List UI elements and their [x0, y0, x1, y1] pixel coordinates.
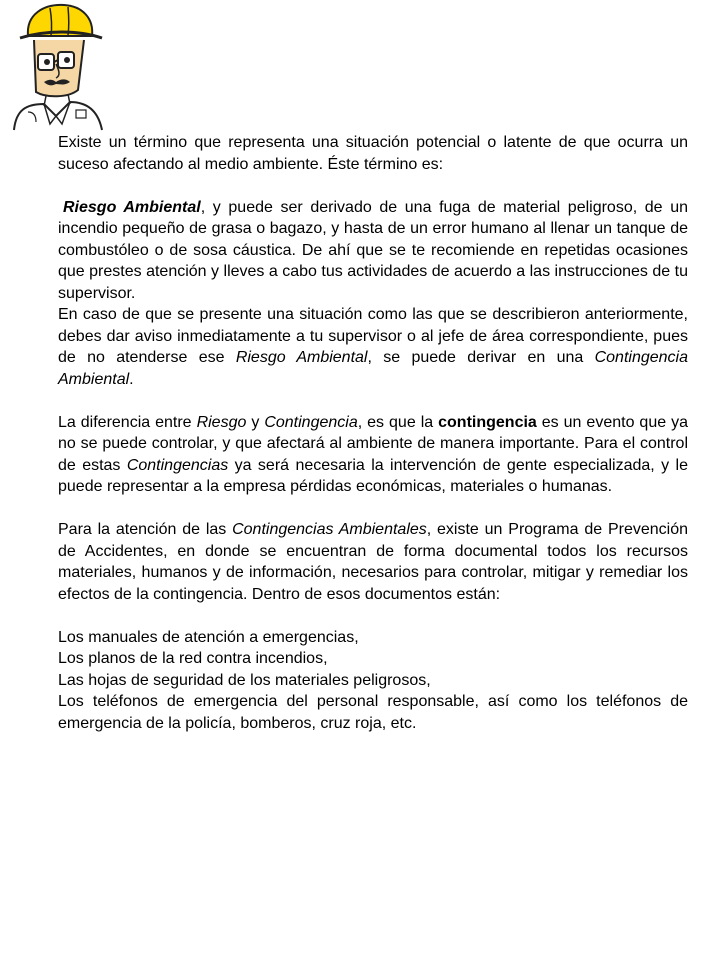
term-riesgo-ambiental: Riesgo Ambiental: [63, 198, 201, 216]
list-item: Las hojas de seguridad de los materiales peligrosos,: [58, 671, 431, 689]
paragraph-5: Para la atención de las Contingencias Ambientales, existe un Programa de Prevención de Accidentes, en donde se encuentran de forma documental todos los recursos materiales, humanos y de información, necesarios para controlar, mitigar y remediar los efectos de la contingencia. Dentro de esos documentos están:: [58, 521, 688, 603]
paragraph-1: Existe un término que representa una situación potencial o latente de que ocurra un suceso afectando al medio ambiente. Éste término es:: [58, 134, 688, 173]
list-item: Los manuales de atención a emergencias,: [58, 628, 359, 646]
list-item: Los planos de la red contra incendios,: [58, 650, 328, 667]
paragraph-2: Riesgo Ambiental, y puede ser derivado de una fuga de material peligroso, de un incendio pequeño de grasa o bagazo, y hasta de un error humano al llenar un tanque de combustóleo o de sosa cáustica. De ahí que se te recomiende en repetidas ocasiones que prestes atención y lleves a cabo tus actividades de acuerdo a las instrucciones de tu supervisor.: [58, 198, 688, 302]
construction-worker-icon: [6, 0, 110, 132]
paragraph-4: La diferencia entre Riesgo y Contingencia, es que la contingencia es un evento que ya no se puede controlar, y que afectará al ambiente de manera importante. Para el control de estas Contingencias ya será necesaria la intervención de gente especializada, y le puede representar a la empresa pérdidas económicas, materiales o humanas.: [58, 413, 689, 495]
document-body: [58, 132, 688, 734]
paragraph-3: En caso de que se presente una situación como las que se describieron anteriormente, debes dar aviso inmediatamente a tu supervisor o al jefe de área correspondiente, pues de no atenderse ese Riesgo Ambiental, se puede derivar en una Contingencia Ambiental.: [58, 306, 688, 388]
list-item: Los teléfonos de emergencia del personal responsable, así como los teléfonos de emergencia de la policía, bomberos, cruz roja, etc.: [58, 693, 688, 732]
